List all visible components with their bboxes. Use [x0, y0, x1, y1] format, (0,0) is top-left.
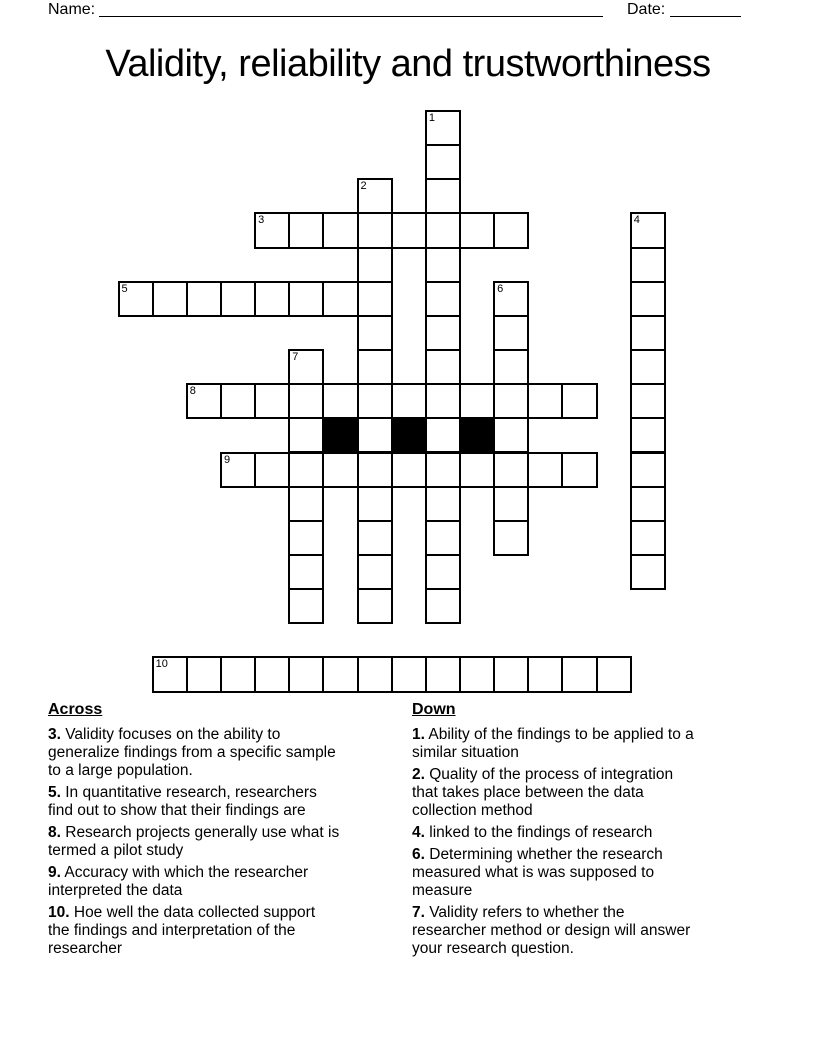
cell-number: 7 — [292, 351, 299, 364]
grid-cell[interactable] — [630, 554, 666, 590]
grid-cell[interactable] — [220, 452, 256, 488]
grid-cell[interactable] — [288, 588, 324, 624]
grid-cell[interactable] — [459, 383, 495, 419]
clue-text: Validity refers to whether the researcher method or design will answer your research question. — [412, 904, 691, 957]
clue-text: Accuracy with which the researcher interpreted the data — [48, 864, 309, 899]
grid-cell[interactable] — [186, 656, 222, 692]
across-clues-section — [48, 701, 340, 962]
grid-cell[interactable] — [425, 452, 461, 488]
grid-cell[interactable] — [493, 520, 529, 556]
grid-cell[interactable] — [322, 281, 358, 317]
grid-cell[interactable] — [288, 520, 324, 556]
clue-text: Ability of the findings to be applied to a similar situation — [412, 726, 694, 761]
grid-cell[interactable] — [357, 656, 393, 692]
grid-cell[interactable] — [220, 281, 256, 317]
cell-number: 9 — [223, 453, 231, 466]
cell-number: 5 — [121, 282, 128, 295]
grid-cell[interactable] — [220, 656, 256, 692]
grid-cell[interactable] — [357, 212, 393, 248]
grid-cell[interactable] — [391, 212, 427, 248]
clue-number: 4. — [412, 824, 425, 841]
grid-cell[interactable] — [425, 212, 461, 248]
name-label: Name: — [48, 1, 96, 18]
grid-cell[interactable] — [630, 247, 666, 283]
clue-number: 1. — [412, 726, 425, 743]
clue-text: Validity focuses on the ability to generalize findings from a specific sample to a large population. — [48, 726, 336, 779]
grid-cell[interactable] — [630, 520, 666, 556]
grid-cell-black — [391, 417, 427, 453]
grid-cell[interactable] — [630, 315, 666, 351]
cell-number: 4 — [633, 214, 640, 227]
down-clues-section — [412, 701, 700, 962]
grid-cell[interactable] — [357, 247, 393, 283]
grid-cell[interactable] — [596, 656, 632, 692]
grid-cell[interactable] — [391, 452, 427, 488]
cell-number: 6 — [497, 282, 504, 295]
grid-cell[interactable] — [288, 281, 324, 317]
grid-cell[interactable] — [630, 349, 666, 385]
clue-number: 8. — [48, 824, 61, 841]
grid-cell[interactable] — [288, 212, 324, 248]
grid-cell[interactable] — [630, 486, 666, 522]
across-clue-5 — [48, 784, 340, 820]
grid-cell[interactable] — [288, 349, 324, 385]
grid-cell-black — [322, 417, 358, 453]
grid-cell[interactable] — [561, 452, 597, 488]
grid-cell[interactable] — [288, 383, 324, 419]
across-clue-9 — [48, 864, 340, 900]
grid-cell[interactable] — [459, 212, 495, 248]
cell-number: 3 — [258, 214, 265, 227]
grid-cell[interactable] — [425, 383, 461, 419]
grid-cell[interactable] — [288, 486, 324, 522]
grid-cell[interactable] — [630, 417, 666, 453]
grid-cell[interactable] — [254, 383, 290, 419]
clue-number: 7. — [412, 904, 425, 921]
grid-cell[interactable] — [493, 486, 529, 522]
across-heading: Across — [48, 701, 103, 718]
grid-cell[interactable] — [357, 383, 393, 419]
grid-cell[interactable] — [630, 452, 666, 488]
grid-cell[interactable] — [425, 144, 461, 180]
grid-cell[interactable] — [288, 656, 324, 692]
cell-number: 1 — [428, 112, 435, 124]
grid-cell[interactable] — [254, 452, 290, 488]
grid-cell[interactable] — [357, 486, 393, 522]
grid-cell[interactable] — [357, 349, 393, 385]
down-clue-2 — [412, 766, 700, 820]
grid-cell[interactable] — [391, 383, 427, 419]
down-clue-7 — [412, 904, 700, 958]
grid-cell[interactable] — [288, 554, 324, 590]
across-clue-8 — [48, 824, 340, 860]
grid-cell[interactable] — [322, 383, 358, 419]
down-clue-list — [412, 726, 700, 958]
down-heading: Down — [412, 701, 456, 718]
grid-cell[interactable] — [459, 452, 495, 488]
grid-cell[interactable] — [425, 247, 461, 283]
grid-cell[interactable] — [425, 281, 461, 317]
grid-cell[interactable] — [561, 656, 597, 692]
grid-cell[interactable] — [493, 417, 529, 453]
clue-text: linked to the findings of research — [424, 824, 653, 841]
grid-cell[interactable] — [254, 212, 290, 248]
clue-text: In quantitative research, researchers find out to show that their findings are — [48, 784, 317, 819]
grid-cell[interactable] — [357, 417, 393, 453]
clue-number: 9. — [48, 864, 61, 881]
across-clue-3 — [48, 726, 340, 780]
grid-cell[interactable] — [357, 452, 393, 488]
grid-cell[interactable] — [357, 520, 393, 556]
grid-cell[interactable] — [357, 554, 393, 590]
clue-text: Research projects generally use what is termed a pilot study — [48, 824, 340, 859]
clue-number: 2. — [412, 766, 425, 783]
grid-cell[interactable] — [527, 656, 563, 692]
clue-text: Quality of the process of integration that takes place between the data collection method — [412, 766, 674, 819]
grid-cell[interactable] — [186, 383, 222, 419]
grid-cell[interactable] — [425, 178, 461, 214]
grid-cell[interactable] — [425, 315, 461, 351]
grid-cell[interactable] — [288, 417, 324, 453]
grid-cell[interactable] — [630, 281, 666, 317]
page-title: Validity, reliability and trustworthiness — [105, 43, 711, 85]
grid-cell[interactable] — [425, 554, 461, 590]
across-clue-10 — [48, 904, 340, 958]
grid-cell[interactable] — [357, 315, 393, 351]
grid-cell[interactable] — [561, 383, 597, 419]
grid-cell[interactable] — [118, 281, 154, 317]
grid-cell[interactable] — [630, 212, 666, 248]
grid-cell[interactable] — [493, 281, 529, 317]
grid-cell[interactable] — [425, 349, 461, 385]
cell-number: 10 — [155, 658, 168, 671]
grid-cell[interactable] — [425, 588, 461, 624]
clue-number: 6. — [412, 846, 425, 863]
grid-cell[interactable] — [493, 349, 529, 385]
grid-cell[interactable] — [186, 281, 222, 317]
across-clue-list — [48, 726, 340, 958]
grid-cell[interactable] — [459, 656, 495, 692]
grid-cell[interactable] — [425, 656, 461, 692]
clue-number: 5. — [48, 784, 61, 801]
grid-cell[interactable] — [425, 110, 461, 146]
grid-cell[interactable] — [425, 417, 461, 453]
grid-cell[interactable] — [391, 656, 427, 692]
clue-number: 10. — [48, 904, 70, 921]
grid-cell[interactable] — [493, 212, 529, 248]
down-clue-6 — [412, 846, 700, 900]
grid-cell[interactable] — [425, 520, 461, 556]
grid-cell[interactable] — [220, 383, 256, 419]
down-clue-4 — [412, 824, 700, 842]
cell-number: 8 — [189, 385, 196, 398]
grid-cell[interactable] — [254, 656, 290, 692]
grid-cell[interactable] — [357, 281, 393, 317]
clue-number: 3. — [48, 726, 61, 743]
grid-cell[interactable] — [425, 486, 461, 522]
grid-cell[interactable] — [357, 588, 393, 624]
grid-cell[interactable] — [152, 656, 188, 692]
grid-cell[interactable] — [527, 383, 563, 419]
grid-cell[interactable] — [322, 212, 358, 248]
grid-cell[interactable] — [630, 383, 666, 419]
grid-cell[interactable] — [493, 452, 529, 488]
grid-cell[interactable] — [493, 383, 529, 419]
clue-text: Hoe well the data collected support the findings and interpretation of the researcher — [48, 904, 316, 957]
grid-cell[interactable] — [527, 452, 563, 488]
date-label: Date: — [627, 1, 666, 18]
grid-cell[interactable] — [493, 656, 529, 692]
clue-text: Determining whether the research measured what is was supposed to measure — [412, 846, 663, 899]
grid-cell[interactable] — [322, 656, 358, 692]
down-clue-1 — [412, 726, 700, 762]
grid-cell[interactable] — [288, 452, 324, 488]
grid-cell-black — [459, 417, 495, 453]
grid-cell[interactable] — [357, 178, 393, 214]
grid-cell[interactable] — [254, 281, 290, 317]
cell-number: 2 — [360, 180, 367, 193]
grid-cell[interactable] — [322, 452, 358, 488]
grid-cell[interactable] — [493, 315, 529, 351]
grid-cell[interactable] — [152, 281, 188, 317]
